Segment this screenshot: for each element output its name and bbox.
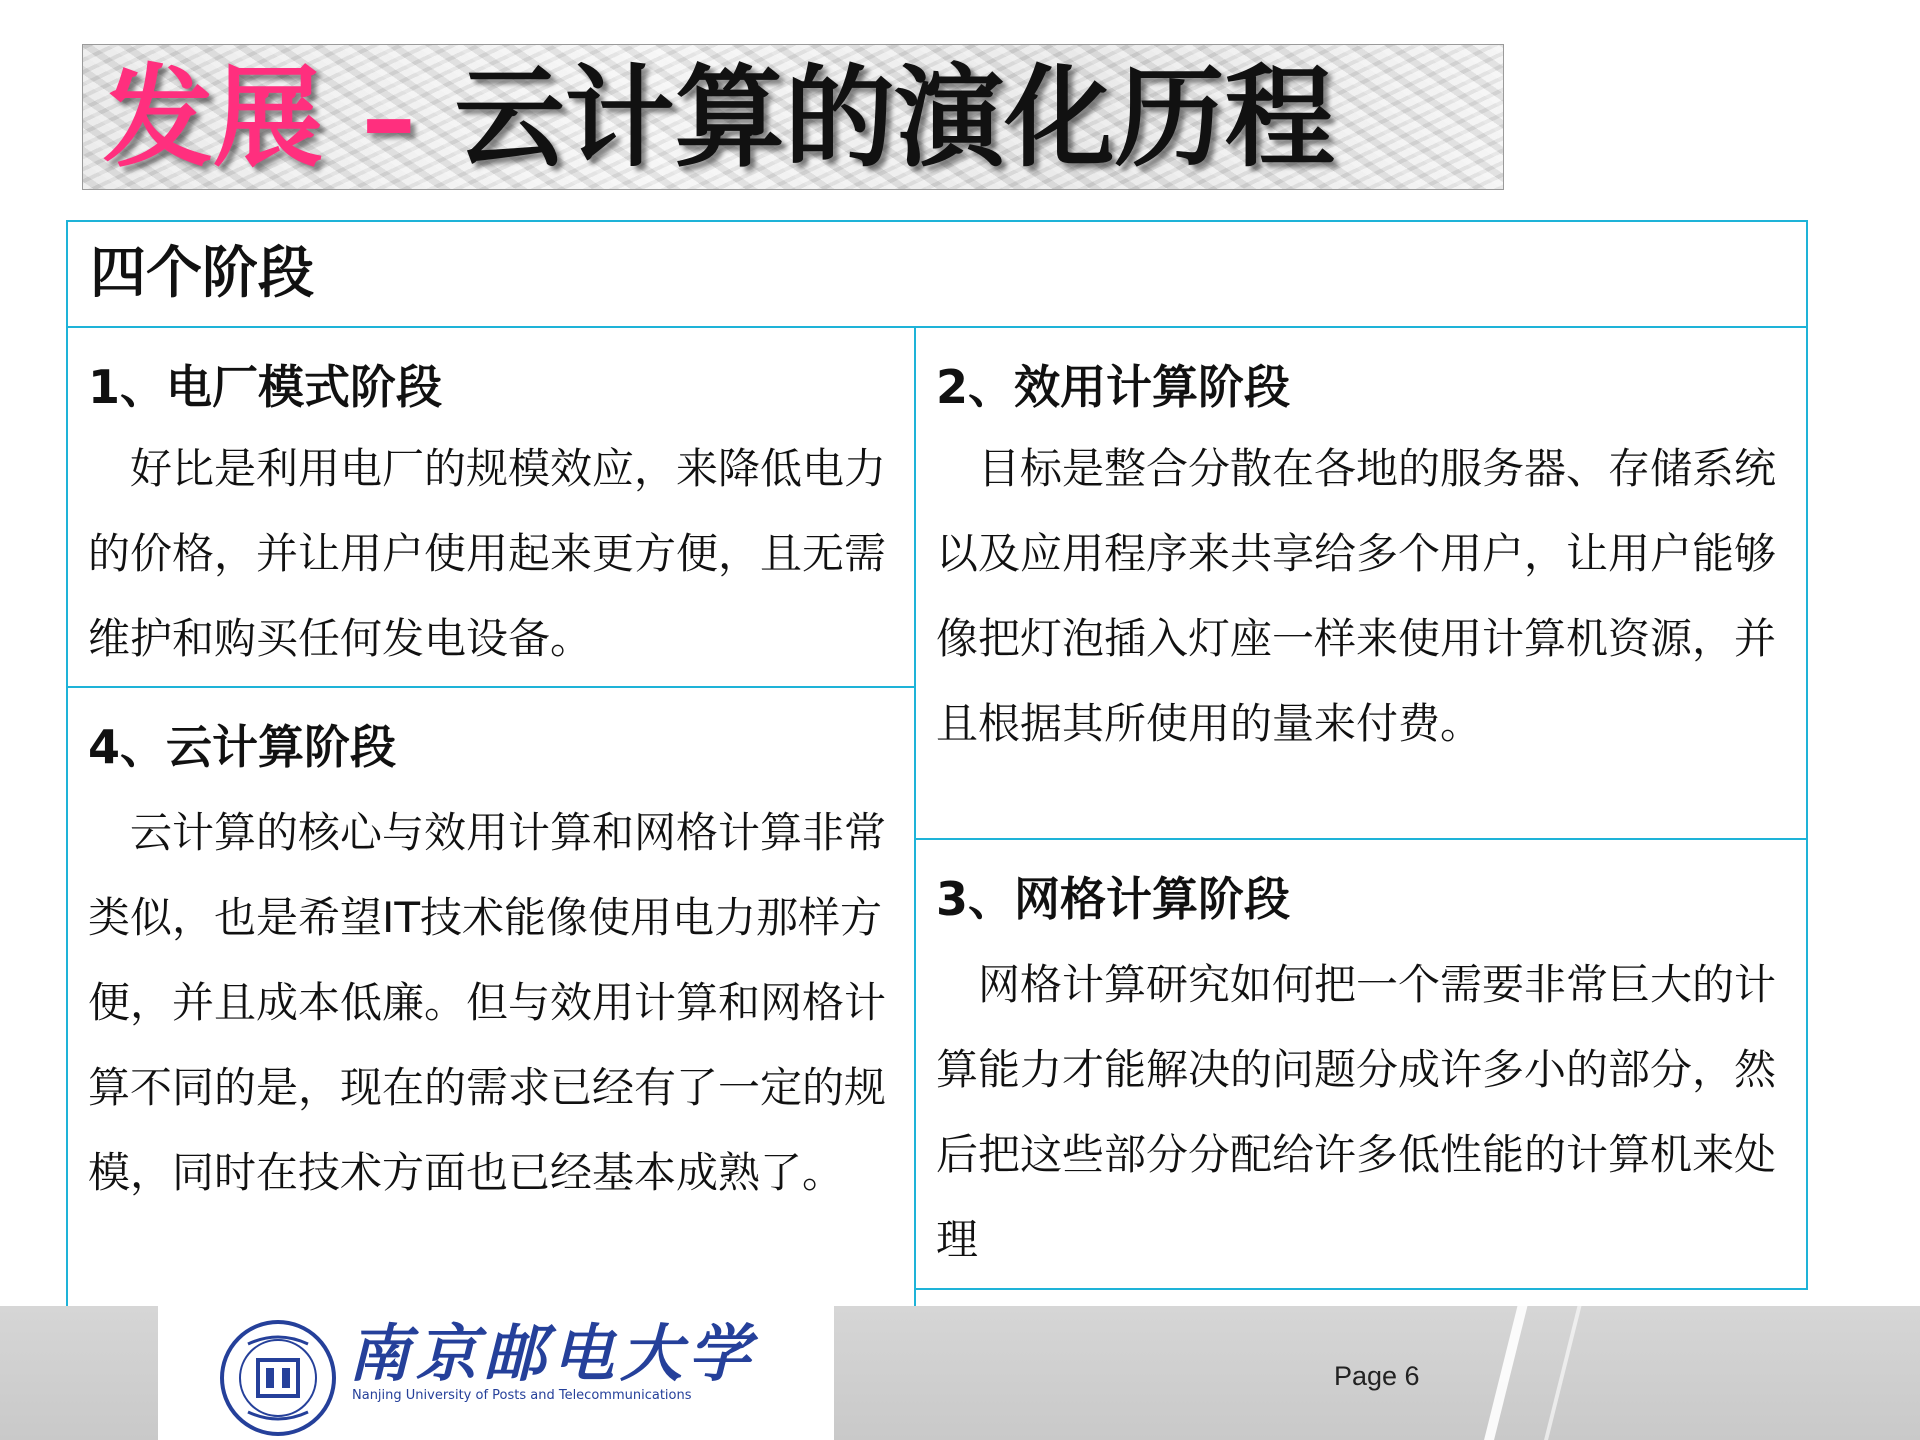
stage-4-body: 云计算的核心与效用计算和网格计算非常类似，也是希望IT技术能像使用电力那样方便，并且成本低廉。但与效用计算和网格计算不同的是，现在的需求已经有了一定的规模，同时在技术方面也已经基本成熟了。 xyxy=(88,808,887,1197)
stage-2-title: 2、效用计算阶段 xyxy=(936,360,1291,414)
university-name-chinese: 南京邮电大学 xyxy=(348,1317,757,1390)
university-seal-icon xyxy=(218,1318,338,1438)
footer-decor-stroke xyxy=(1540,1306,1584,1440)
section-header-box xyxy=(66,220,1808,328)
stage-3-body: 网格计算研究如何把一个需要非常巨大的计算能力才能解决的问题分成许多小的部分，然后把这些部分分配给许多低性能的计算机来处理 xyxy=(936,960,1777,1264)
stage-4-title: 4、云计算阶段 xyxy=(88,720,397,774)
stage-3-title: 3、网格计算阶段 xyxy=(936,872,1291,926)
slide-title xyxy=(103,54,1335,182)
title-accent: 发展 – xyxy=(103,54,455,182)
page-number: Page 6 xyxy=(1334,1361,1420,1391)
stage-3-box xyxy=(914,838,1808,1290)
stage-2-body: 目标是整合分散在各地的服务器、存储系统以及应用程序来共享给多个用户，让用户能够像把灯泡插入灯座一样来使用计算机资源，并且根据其所使用的量来付费。 xyxy=(936,444,1777,748)
university-name-english: Nanjing University of Posts and Telecommunications xyxy=(352,1388,692,1403)
stage-1-body: 好比是利用电厂的规模效应，来降低电力的价格，并让用户使用起来更方便，且无需维护和购买任何发电设备。 xyxy=(88,444,887,663)
title-main: 云计算的演化历程 xyxy=(454,54,1335,182)
stage-2-box xyxy=(914,326,1808,840)
footer-decor-stroke xyxy=(1480,1306,1530,1440)
stage-1-title: 1、电厂模式阶段 xyxy=(88,360,443,414)
stage-1-box xyxy=(66,326,916,688)
title-banner xyxy=(82,44,1504,190)
stage-4-box xyxy=(66,686,916,1310)
section-header: 四个阶段 xyxy=(90,241,314,306)
